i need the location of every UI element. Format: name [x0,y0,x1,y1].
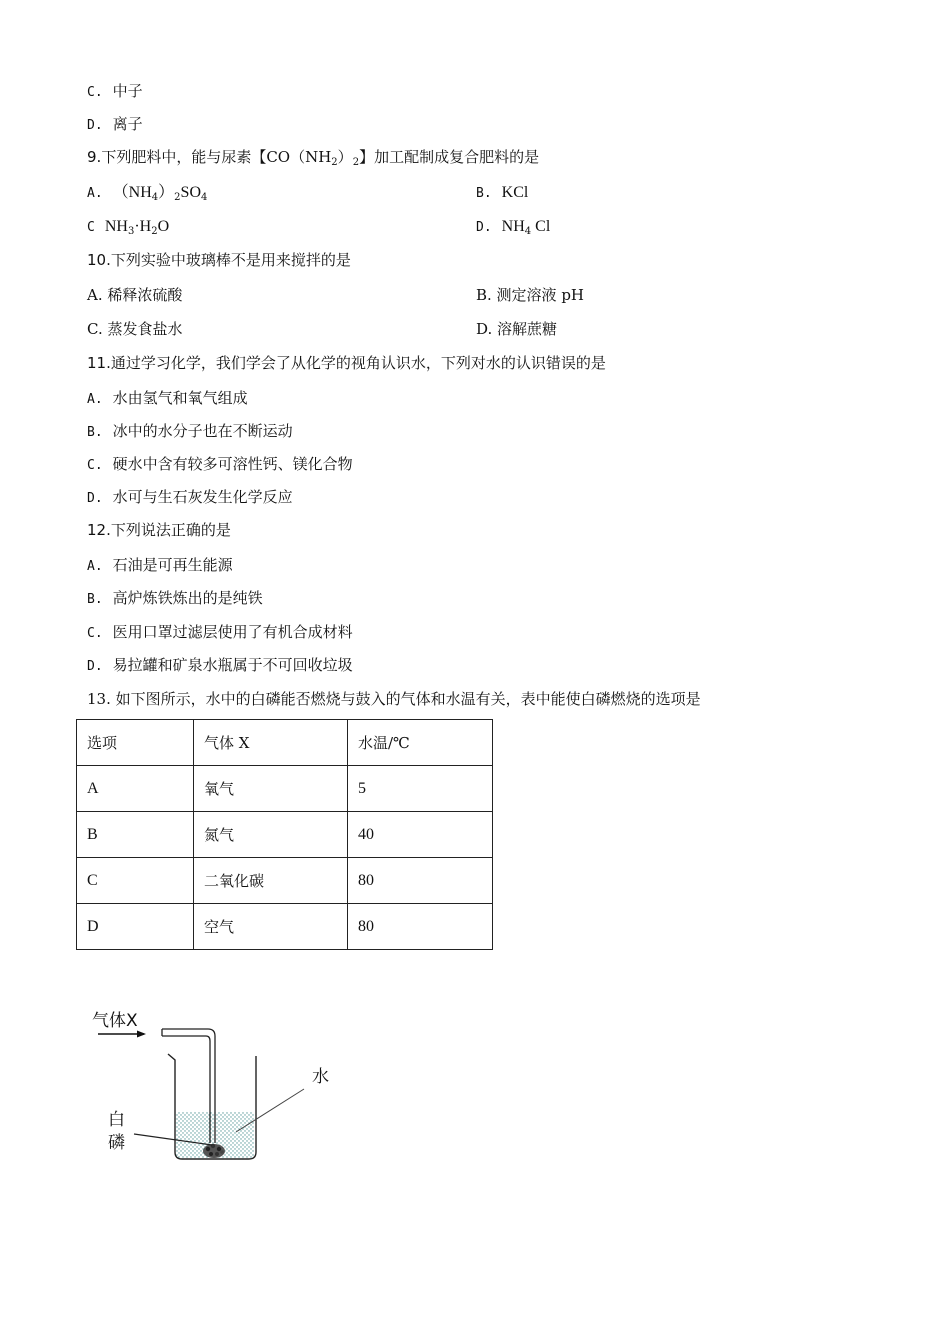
table-header-cell: 水温/℃ [348,720,493,766]
table-cell: 80 [348,858,493,904]
stem-text: 下列肥料中，能与尿素【CO（NH [101,148,332,166]
option-text: 医用口罩过滤层使用了有机合成材料 [112,623,353,641]
option-letter: A. [87,186,103,201]
question-number: 9. [87,148,102,166]
arrow-head-icon [137,1031,146,1038]
table-cell: 5 [348,766,493,812]
formula-part: （NH [112,184,152,201]
q10-option-a: A. 稀释浓硫酸 [87,286,183,304]
stem-text: 下列说法正确的是 [110,521,231,539]
formula-part: ） [158,184,175,201]
q12-option-c [87,622,353,644]
q10-option-b: B. 测定溶液 pH [476,286,585,304]
table-header-row [77,720,493,766]
q11-option-b [87,421,293,443]
q13-options-table [76,719,493,950]
table-row [77,858,493,904]
option-text: 水可与生石灰发生化学反应 [112,488,293,506]
q10-stem [87,250,351,270]
table-cell: 40 [348,812,493,858]
q11-option-d [87,487,293,509]
q11-option-a [87,388,248,410]
subscript: 4 [201,192,208,203]
question-number: 10. [87,251,111,269]
option-letter: A. [87,559,103,574]
table-cell: 二氧化碳 [194,858,348,904]
table-cell: A [77,766,194,812]
stem-text: 下列实验中玻璃棒不是用来搅拌的是 [110,251,351,269]
option-letter: B. [87,592,103,607]
subscript: 2 [174,192,181,203]
q12-option-a [87,555,233,577]
q9-option-b [476,182,528,204]
question-number: 11. [87,354,111,372]
option-letter: A. [87,392,103,407]
formula-part: O [157,218,170,235]
q11-stem [87,353,606,373]
stem-text: 】加工配制成复合肥料的是 [359,148,540,166]
option-text: 石油是可再生能源 [112,556,233,574]
option-letter: C [87,220,95,235]
subscript: 3 [127,226,135,237]
q12-option-d [87,655,353,677]
table-cell: C [77,858,194,904]
option-letter: C. [87,626,103,641]
stem-text: 通过学习化学，我们学会了从化学的视角认识水，下列对水的认识错误的是 [110,354,606,372]
water-label: 水 [312,1067,329,1087]
q9-option-c [87,216,169,242]
table-row [77,904,493,950]
option-letter: D. [476,220,492,235]
subscript: 2 [151,226,158,237]
option-letter: D. [87,659,103,674]
table-header-cell: 气体 X [194,720,348,766]
table-cell: D [77,904,194,950]
table-header-cell: 选项 [77,720,194,766]
subscript: 4 [151,192,159,203]
option-text: 中子 [112,82,143,100]
formula-part: NH [104,218,128,235]
q9-option-a [87,182,207,208]
option-letter: D. [87,118,103,133]
option-text: 易拉罐和矿泉水瓶属于不可回收垃圾 [112,656,353,674]
table-cell: B [77,812,194,858]
phosphorus-label-1: 白 [108,1110,125,1130]
option-text: 硬水中含有较多可溶性钙、镁化合物 [112,455,353,473]
water-leader-line [236,1089,304,1132]
option-text: 冰中的水分子也在不断运动 [112,422,293,440]
subscript: 2 [352,157,360,168]
option-letter: B. [476,186,492,201]
option-letter: C. [87,458,103,473]
option-letter: D. [87,491,103,506]
question-number: 12. [87,521,111,539]
q8-option-c [87,81,143,103]
table-row [77,766,493,812]
q12-stem [87,520,231,540]
q9-option-d [476,216,550,242]
q12-option-b [87,588,263,610]
q10-option-d: D. 溶解蔗糖 [476,320,558,338]
option-letter: B. [87,425,103,440]
q10-option-c: C. 蒸发食盐水 [87,320,183,338]
formula-part: Cl [531,218,551,235]
apparatus-figure [86,1000,346,1170]
formula-part: NH [501,218,525,235]
option-text: 离子 [112,115,143,133]
formula-part: ·H [134,218,152,235]
option-text: 水由氢气和氧气组成 [112,389,248,407]
q13-stem: 13. 如下图所示，水中的白磷能否燃烧与鼓入的气体和水温有关，表中能使白磷燃烧的选项是 [87,690,701,708]
subscript: 4 [524,226,532,237]
table-cell: 空气 [194,904,348,950]
subscript: 2 [331,157,338,168]
table-cell: 氮气 [194,812,348,858]
table-cell: 氧气 [194,766,348,812]
q9-stem [87,147,539,173]
table-row [77,812,493,858]
option-letter: C. [87,85,103,100]
option-text: KCl [501,184,529,201]
option-text: 高炉炼铁炼出的是纯铁 [112,589,263,607]
gas-x-label: 气体X [92,1011,138,1031]
stem-text: ） [337,148,353,166]
q11-option-c [87,454,353,476]
phosphorus-label-2: 磷 [108,1133,125,1153]
q8-option-d [87,114,143,136]
formula-part: SO [180,184,201,201]
table-cell: 80 [348,904,493,950]
